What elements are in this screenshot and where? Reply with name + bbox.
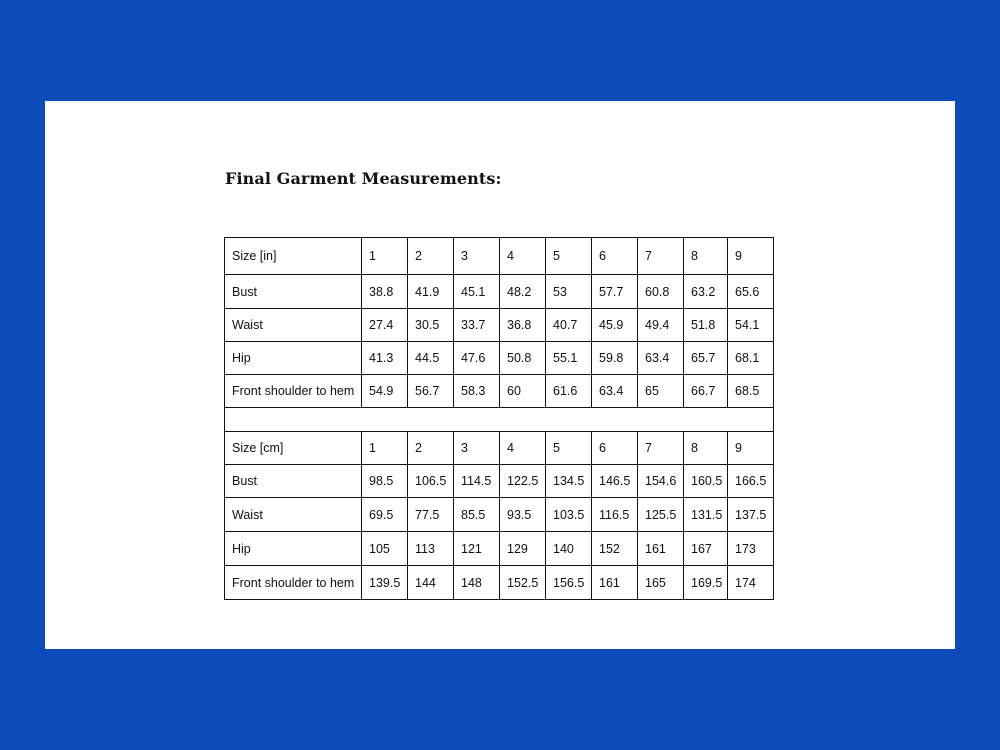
size-header-cell: 6 [592,432,638,465]
table-header-row-inches [225,238,774,275]
size-header-cell: 4 [500,238,546,275]
size-header-cell: 4 [500,432,546,465]
measurement-cell: 152.5 [500,566,546,600]
table-row [225,566,774,600]
measurement-cell: 122.5 [500,465,546,498]
measurement-cell: 65 [638,375,684,408]
measurements-table [224,237,774,600]
measurement-cell: 49.4 [638,309,684,342]
measurement-cell: 154.6 [638,465,684,498]
measurement-cell: 68.1 [728,342,774,375]
measurement-cell: 139.5 [362,566,408,600]
table-row [225,309,774,342]
measurement-cell: 166.5 [728,465,774,498]
measurement-cell: 152 [592,532,638,566]
measurement-cell: 41.9 [408,275,454,309]
measurement-cell: 44.5 [408,342,454,375]
size-header-cell: 2 [408,432,454,465]
measurement-cell: 63.2 [684,275,728,309]
measurement-cell: 140 [546,532,592,566]
measurement-cell: 51.8 [684,309,728,342]
measurement-cell: 30.5 [408,309,454,342]
measurement-cell: 146.5 [592,465,638,498]
measurement-cell: 160.5 [684,465,728,498]
measurement-cell: 63.4 [638,342,684,375]
row-label-cell: Hip [225,532,362,566]
measurement-cell: 41.3 [362,342,408,375]
measurement-cell: 129 [500,532,546,566]
measurement-cell: 40.7 [546,309,592,342]
measurement-cell: 165 [638,566,684,600]
measurement-cell: 54.9 [362,375,408,408]
row-label-cell: Bust [225,275,362,309]
measurement-cell: 93.5 [500,498,546,532]
size-header-cell: 5 [546,432,592,465]
measurement-cell: 137.5 [728,498,774,532]
size-header-cell: 8 [684,238,728,275]
size-header-cell: 1 [362,432,408,465]
measurement-cell: 85.5 [454,498,500,532]
measurement-cell: 36.8 [500,309,546,342]
measurement-cell: 125.5 [638,498,684,532]
measurement-cell: 131.5 [684,498,728,532]
measurement-cell: 56.7 [408,375,454,408]
size-header-cell: 2 [408,238,454,275]
measurement-cell: 105 [362,532,408,566]
table-row [225,342,774,375]
measurement-cell: 60.8 [638,275,684,309]
table-row [225,532,774,566]
measurement-cell: 50.8 [500,342,546,375]
row-label-cell: Waist [225,498,362,532]
measurement-cell: 38.8 [362,275,408,309]
measurement-cell: 65.6 [728,275,774,309]
measurement-cell: 33.7 [454,309,500,342]
row-label-cell: Waist [225,309,362,342]
measurement-cell: 45.9 [592,309,638,342]
measurement-cell: 60 [500,375,546,408]
size-header-cell: 5 [546,238,592,275]
table-row [225,498,774,532]
measurement-cell: 144 [408,566,454,600]
document-page [45,101,955,649]
measurement-cell: 174 [728,566,774,600]
measurement-cell: 98.5 [362,465,408,498]
measurement-cell: 114.5 [454,465,500,498]
size-header-cell: 1 [362,238,408,275]
measurement-cell: 47.6 [454,342,500,375]
measurement-cell: 48.2 [500,275,546,309]
spacer-cell [225,408,774,432]
measurement-cell: 68.5 [728,375,774,408]
measurement-cell: 45.1 [454,275,500,309]
size-header-cell: 3 [454,432,500,465]
header-label-cell: Size [cm] [225,432,362,465]
table-row [225,375,774,408]
measurement-cell: 113 [408,532,454,566]
row-label-cell: Hip [225,342,362,375]
measurement-cell: 116.5 [592,498,638,532]
measurement-cell: 54.1 [728,309,774,342]
measurement-cell: 161 [592,566,638,600]
measurement-cell: 161 [638,532,684,566]
table-header-row-centimeters [225,432,774,465]
row-label-cell: Front shoulder to hem [225,375,362,408]
row-label-cell: Front shoulder to hem [225,566,362,600]
measurement-cell: 156.5 [546,566,592,600]
size-header-cell: 8 [684,432,728,465]
measurement-cell: 69.5 [362,498,408,532]
row-label-cell: Bust [225,465,362,498]
document-title: Final Garment Measurements: [225,169,502,188]
measurement-cell: 57.7 [592,275,638,309]
size-header-cell: 7 [638,432,684,465]
table-row [225,465,774,498]
measurement-cell: 134.5 [546,465,592,498]
measurement-cell: 63.4 [592,375,638,408]
measurement-cell: 27.4 [362,309,408,342]
size-header-cell: 3 [454,238,500,275]
header-label-cell: Size [in] [225,238,362,275]
measurement-cell: 61.6 [546,375,592,408]
measurement-cell: 167 [684,532,728,566]
measurement-cell: 106.5 [408,465,454,498]
table-row [225,275,774,309]
measurement-cell: 55.1 [546,342,592,375]
size-header-cell: 9 [728,238,774,275]
size-header-cell: 7 [638,238,684,275]
measurement-cell: 148 [454,566,500,600]
measurement-cell: 59.8 [592,342,638,375]
size-header-cell: 9 [728,432,774,465]
measurement-cell: 53 [546,275,592,309]
measurement-cell: 77.5 [408,498,454,532]
measurement-cell: 121 [454,532,500,566]
measurement-cell: 66.7 [684,375,728,408]
measurement-cell: 103.5 [546,498,592,532]
measurement-cell: 58.3 [454,375,500,408]
table-spacer-row [225,408,774,432]
measurement-cell: 169.5 [684,566,728,600]
size-header-cell: 6 [592,238,638,275]
measurement-cell: 65.7 [684,342,728,375]
measurement-cell: 173 [728,532,774,566]
